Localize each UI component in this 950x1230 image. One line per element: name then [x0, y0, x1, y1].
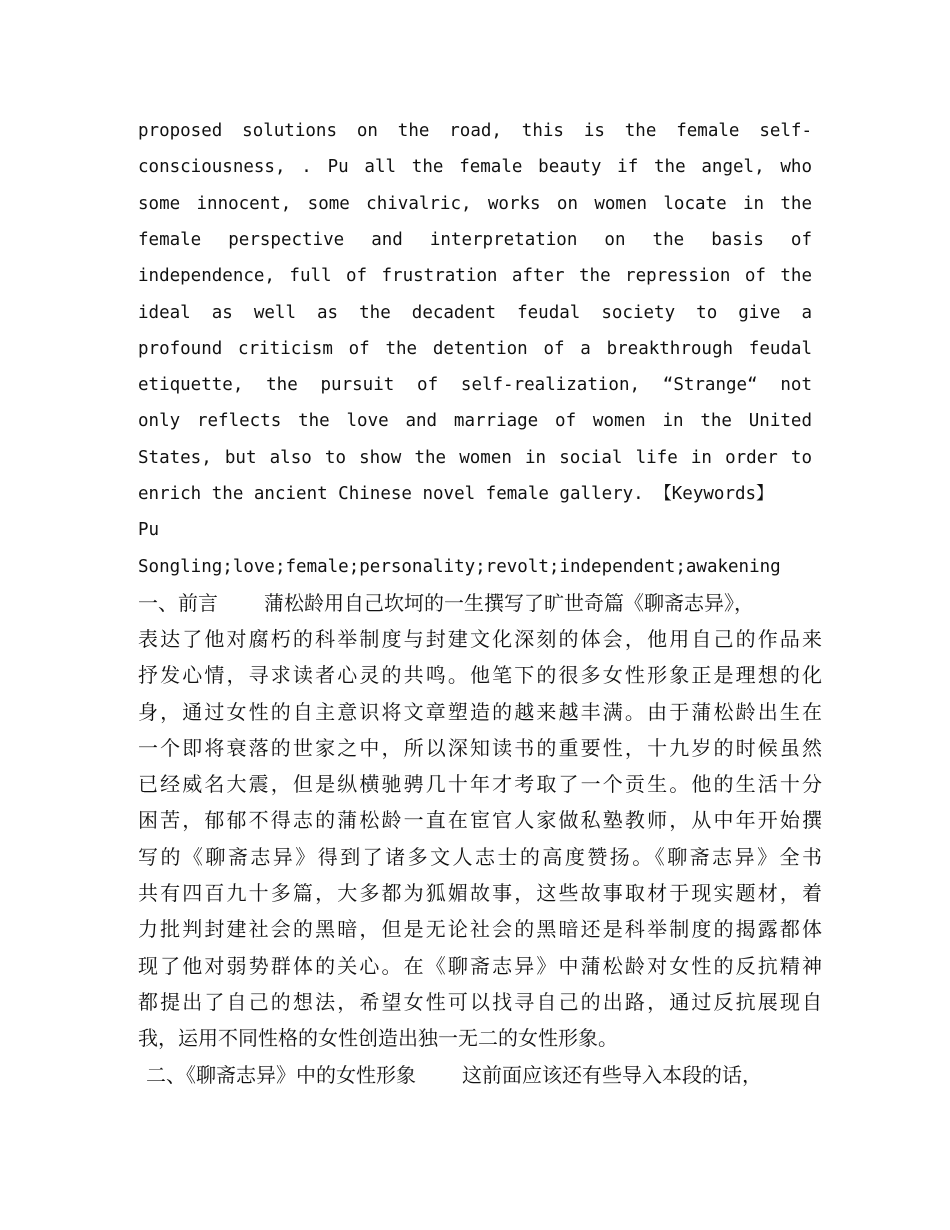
section2-first-line	[146, 1057, 830, 1093]
paragraph-line: 都提出了自己的想法，希望女性可以找寻自己的出路，通过反抗展现自	[138, 990, 822, 1014]
section1-first-line	[138, 585, 822, 621]
section2-paragraph-start: 这前面应该还有些导入本段的话，	[462, 1063, 762, 1087]
keywords-line: Songling;love;female;personality;revolt;independent;awakening	[138, 557, 781, 577]
abstract-line: consciousness, . Pu all the female beauty if the angel, who	[138, 157, 812, 177]
abstract-line: etiquette, the pursuit of self-realization, “Strange“ not	[138, 375, 812, 395]
abstract-line: female perspective and interpretation on the basis of	[138, 230, 812, 250]
paragraph-line: 身，通过女性的自主意识将文章塑造的越来越丰满。由于蒲松龄出生在	[138, 700, 822, 724]
abstract-line: enrich the ancient Chinese novel female gallery. 【Keywords】	[138, 484, 774, 504]
paragraph-line: 抒发心情，寻求读者心灵的共鸣。他笔下的很多女性形象正是理想的化	[138, 663, 822, 687]
abstract-line: ideal as well as the decadent feudal society to give a	[138, 303, 812, 323]
section1-paragraph-start: 蒲松龄用自己坎坷的一生撰写了旷世奇篇《聊斋志异》，	[264, 591, 754, 615]
paragraph-line: 力批判封建社会的黑暗，但是无论社会的黑暗还是科举制度的揭露都体	[138, 917, 822, 941]
section1-heading: 一、前言	[138, 591, 218, 615]
paragraph-line: 困苦，郁郁不得志的蒲松龄一直在宦官人家做私塾教师，从中年开始撰	[138, 808, 822, 832]
section2-heading: 二、《聊斋志异》中的女性形象	[146, 1063, 416, 1087]
paragraph-line: 表达了他对腐朽的科举制度与封建文化深刻的体会，他用自己的作品来	[138, 627, 822, 651]
abstract-line: some innocent, some chivalric, works on women locate in the	[138, 194, 812, 214]
abstract-line: independence, full of frustration after the repression of the	[138, 266, 812, 286]
abstract-line: proposed solutions on the road, this is the female self-	[138, 121, 812, 141]
paragraph-line: 我，运用不同性格的女性创造出独一无二的女性形象。	[138, 1026, 618, 1050]
paragraph-line: 共有四百九十多篇，大多都为狐媚故事，这些故事取材于现实题材，着	[138, 881, 822, 905]
paragraph-line: 写的《聊斋志异》得到了诸多文人志士的高度赞扬。《聊斋志异》全书	[138, 845, 822, 869]
paragraph-line: 已经威名大震，但是纵横驰骋几十年才考取了一个贡生。他的生活十分	[138, 772, 822, 796]
abstract-line: profound criticism of the detention of a breakthrough feudal	[138, 339, 812, 359]
abstract-line: States, but also to show the women in social life in order to	[138, 448, 812, 468]
abstract-line: only reflects the love and marriage of women in the United	[138, 411, 812, 431]
paragraph-line: 现了他对弱势群体的关心。在《聊斋志异》中蒲松龄对女性的反抗精神	[138, 954, 822, 978]
paragraph-line: 一个即将衰落的世家之中，所以深知读书的重要性，十九岁的时候虽然	[138, 736, 822, 760]
abstract-line: Pu	[138, 520, 160, 540]
